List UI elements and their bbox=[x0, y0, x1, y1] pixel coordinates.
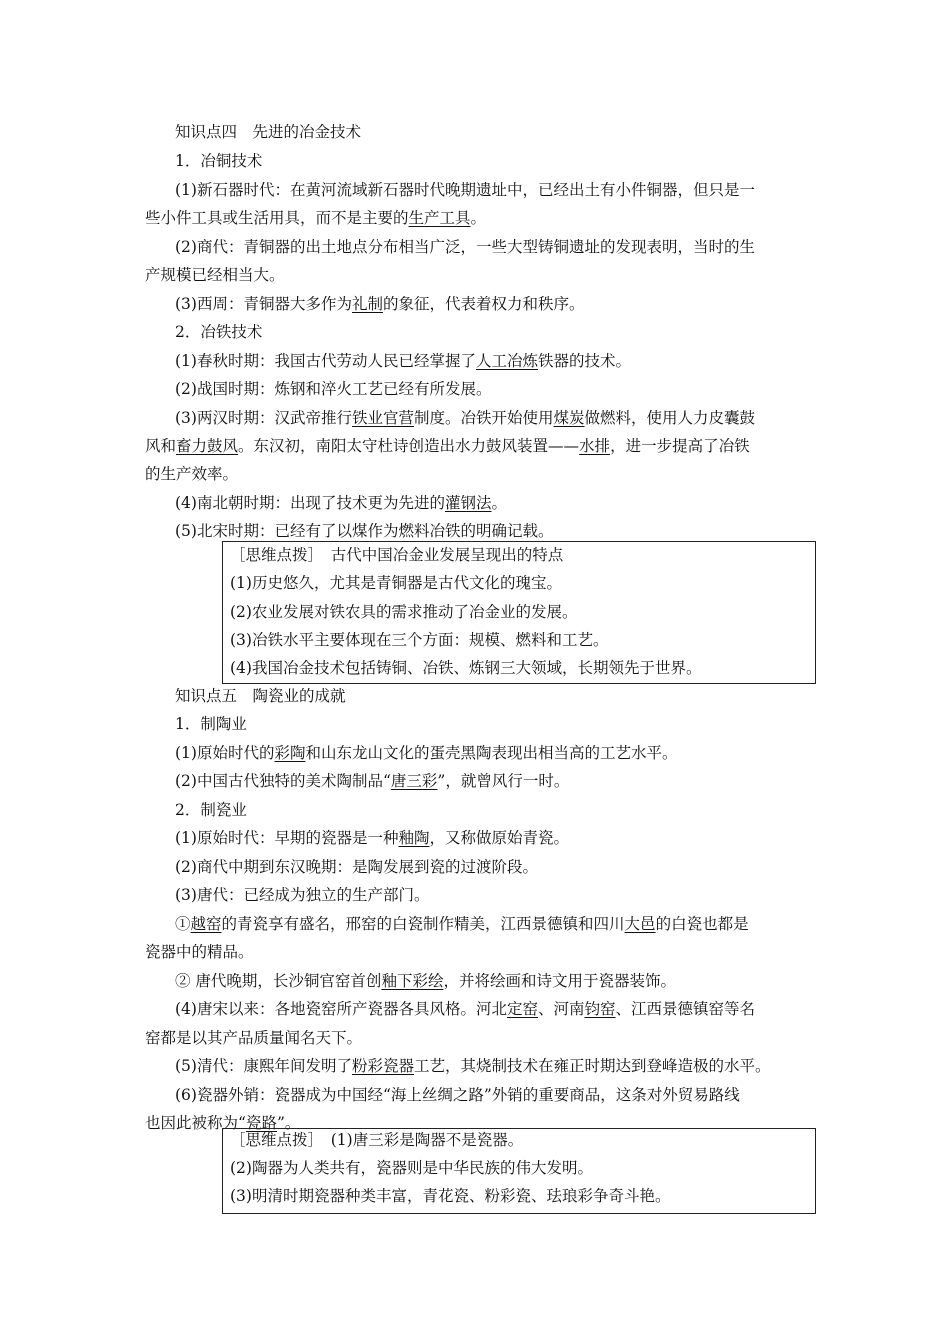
key-term: 灌钢法 bbox=[444, 494, 492, 512]
paragraph-line: ② 唐代晚期，长沙铜官窑首创釉下彩绘，并将绘画和诗文用于瓷器装饰。 bbox=[175, 972, 676, 990]
key-term: 定窑 bbox=[506, 1000, 538, 1018]
paragraph-line: (2)商代中期到东汉晚期：是陶发展到瓷的过渡阶段。 bbox=[175, 858, 538, 876]
tip-line: (2)农业发展对铁农具的需求推动了冶金业的发展。 bbox=[230, 603, 578, 621]
tip-title: ［思维点拨］ 古代中国冶金业发展呈现出的特点 bbox=[230, 546, 564, 564]
paragraph-line: (6)瓷器外销：瓷器成为中国经“海上丝绸之路”外销的重要商品，这条对外贸易路线 bbox=[175, 1086, 740, 1104]
paragraph-line: ①越窑的青瓷享有盛名，邢窑的白瓷制作精美，江西景德镇和四川大邑的白瓷也都是 bbox=[175, 915, 749, 933]
tip-line: (4)我国冶金技术包括铸铜、冶铁、炼钢三大领域，长期领先于世界。 bbox=[230, 659, 702, 677]
key-term: 越窑 bbox=[190, 915, 222, 933]
tip-line: (3)明清时期瓷器种类丰富，青花瓷、粉彩瓷、珐琅彩争奇斗艳。 bbox=[230, 1187, 671, 1205]
thinking-tip-box bbox=[222, 541, 816, 684]
subheading-pottery: 1．制陶业 bbox=[175, 715, 247, 733]
paragraph-line: (2)中国古代独特的美术陶制品“唐三彩”，就曾风行一时。 bbox=[175, 772, 570, 790]
paragraph-line: (3)西周：青铜器大多作为礼制的象征，代表着权力和秩序。 bbox=[175, 295, 585, 313]
paragraph-line: 产规模已经相当大。 bbox=[145, 266, 285, 284]
key-term: 粉彩瓷器 bbox=[351, 1057, 414, 1075]
paragraph-line: (1)原始时代的彩陶和山东龙山文化的蛋壳黑陶表现出相当高的工艺水平。 bbox=[175, 744, 678, 762]
key-term: 钧窑 bbox=[584, 1000, 616, 1018]
key-term: 生产工具 bbox=[408, 209, 471, 227]
key-term: 瓷路 bbox=[245, 1114, 277, 1132]
key-term: 铁业官营 bbox=[351, 409, 414, 427]
paragraph-line: (1)春秋时期：我国古代劳动人民已经掌握了人工冶炼铁器的技术。 bbox=[175, 352, 631, 370]
paragraph-line: (4)南北朝时期：出现了技术更为先进的灌钢法。 bbox=[175, 494, 507, 512]
paragraph-line: (3)两汉时期：汉武帝推行铁业官营制度。冶铁开始使用煤炭做燃料，使用人力皮囊鼓 bbox=[175, 409, 756, 427]
section-heading-ceramics: 知识点五 陶瓷业的成就 bbox=[175, 687, 346, 705]
paragraph-line: (1)新石器时代：在黄河流域新石器时代晚期遗址中，已经出土有小件铜器，但只是一 bbox=[175, 181, 755, 199]
key-term: 畜力鼓风 bbox=[176, 437, 239, 455]
paragraph-line: 的生产效率。 bbox=[145, 465, 239, 483]
paragraph-line: (2)战国时期：炼钢和淬火工艺已经有所发展。 bbox=[175, 380, 492, 398]
paragraph-line: 瓷器中的精品。 bbox=[145, 943, 254, 961]
paragraph-line: 也因此被称为“瓷路”。 bbox=[145, 1114, 301, 1132]
key-term: 人工冶炼 bbox=[475, 352, 538, 370]
paragraph-line: (2)商代：青铜器的出土地点分布相当广泛，一些大型铸铜遗址的发现表明，当时的生 bbox=[175, 238, 755, 256]
paragraph-line: 窑都是以其产品质量闻名天下。 bbox=[145, 1029, 363, 1047]
paragraph-line: 些小件工具或生活用具，而不是主要的生产工具。 bbox=[145, 209, 487, 227]
tip-title: ［思维点拨］ (1)唐三彩是陶器不是瓷器。 bbox=[230, 1131, 524, 1149]
thinking-tip-box bbox=[222, 1128, 816, 1214]
tip-line: (1)历史悠久，尤其是青铜器是古代文化的瑰宝。 bbox=[230, 574, 562, 592]
key-term: 水排 bbox=[579, 437, 611, 455]
key-term: 煤炭 bbox=[553, 409, 585, 427]
paragraph-line: (1)原始时代：早期的瓷器是一种釉陶，又称做原始青瓷。 bbox=[175, 829, 569, 847]
section-heading-metallurgy: 知识点四 先进的冶金技术 bbox=[175, 123, 362, 141]
key-term: 礼制 bbox=[351, 295, 383, 313]
key-term: 唐三彩 bbox=[390, 772, 438, 790]
paragraph-line: (5)清代：康熙年间发明了粉彩瓷器工艺，其烧制技术在雍正时期达到登峰造极的水平。 bbox=[175, 1057, 771, 1075]
subheading-iron: 2．冶铁技术 bbox=[175, 323, 263, 341]
paragraph-line: (3)唐代：已经成为独立的生产部门。 bbox=[175, 886, 430, 904]
key-term: 釉陶 bbox=[398, 829, 430, 847]
key-term: 彩陶 bbox=[274, 744, 306, 762]
paragraph-line: (4)唐宋以来：各地瓷窑所产瓷器各具风格。河北定窑、河南钧窑、江西景德镇窑等名 bbox=[175, 1000, 756, 1018]
subheading-porcelain: 2．制瓷业 bbox=[175, 801, 247, 819]
tip-line: (2)陶器为人类共有，瓷器则是中华民族的伟大发明。 bbox=[230, 1159, 593, 1177]
paragraph-line: 风和畜力鼓风。东汉初，南阳太守杜诗创造出水力鼓风装置——水排，进一步提高了冶铁 bbox=[145, 437, 750, 455]
key-term: 大邑 bbox=[624, 915, 656, 933]
tip-line: (3)冶铁水平主要体现在三个方面：规模、燃料和工艺。 bbox=[230, 631, 609, 649]
key-term: 釉下彩绘 bbox=[381, 972, 444, 990]
paragraph-line: (5)北宋时期：已经有了以煤作为燃料冶铁的明确记载。 bbox=[175, 522, 554, 540]
subheading-copper: 1．冶铜技术 bbox=[175, 152, 263, 170]
